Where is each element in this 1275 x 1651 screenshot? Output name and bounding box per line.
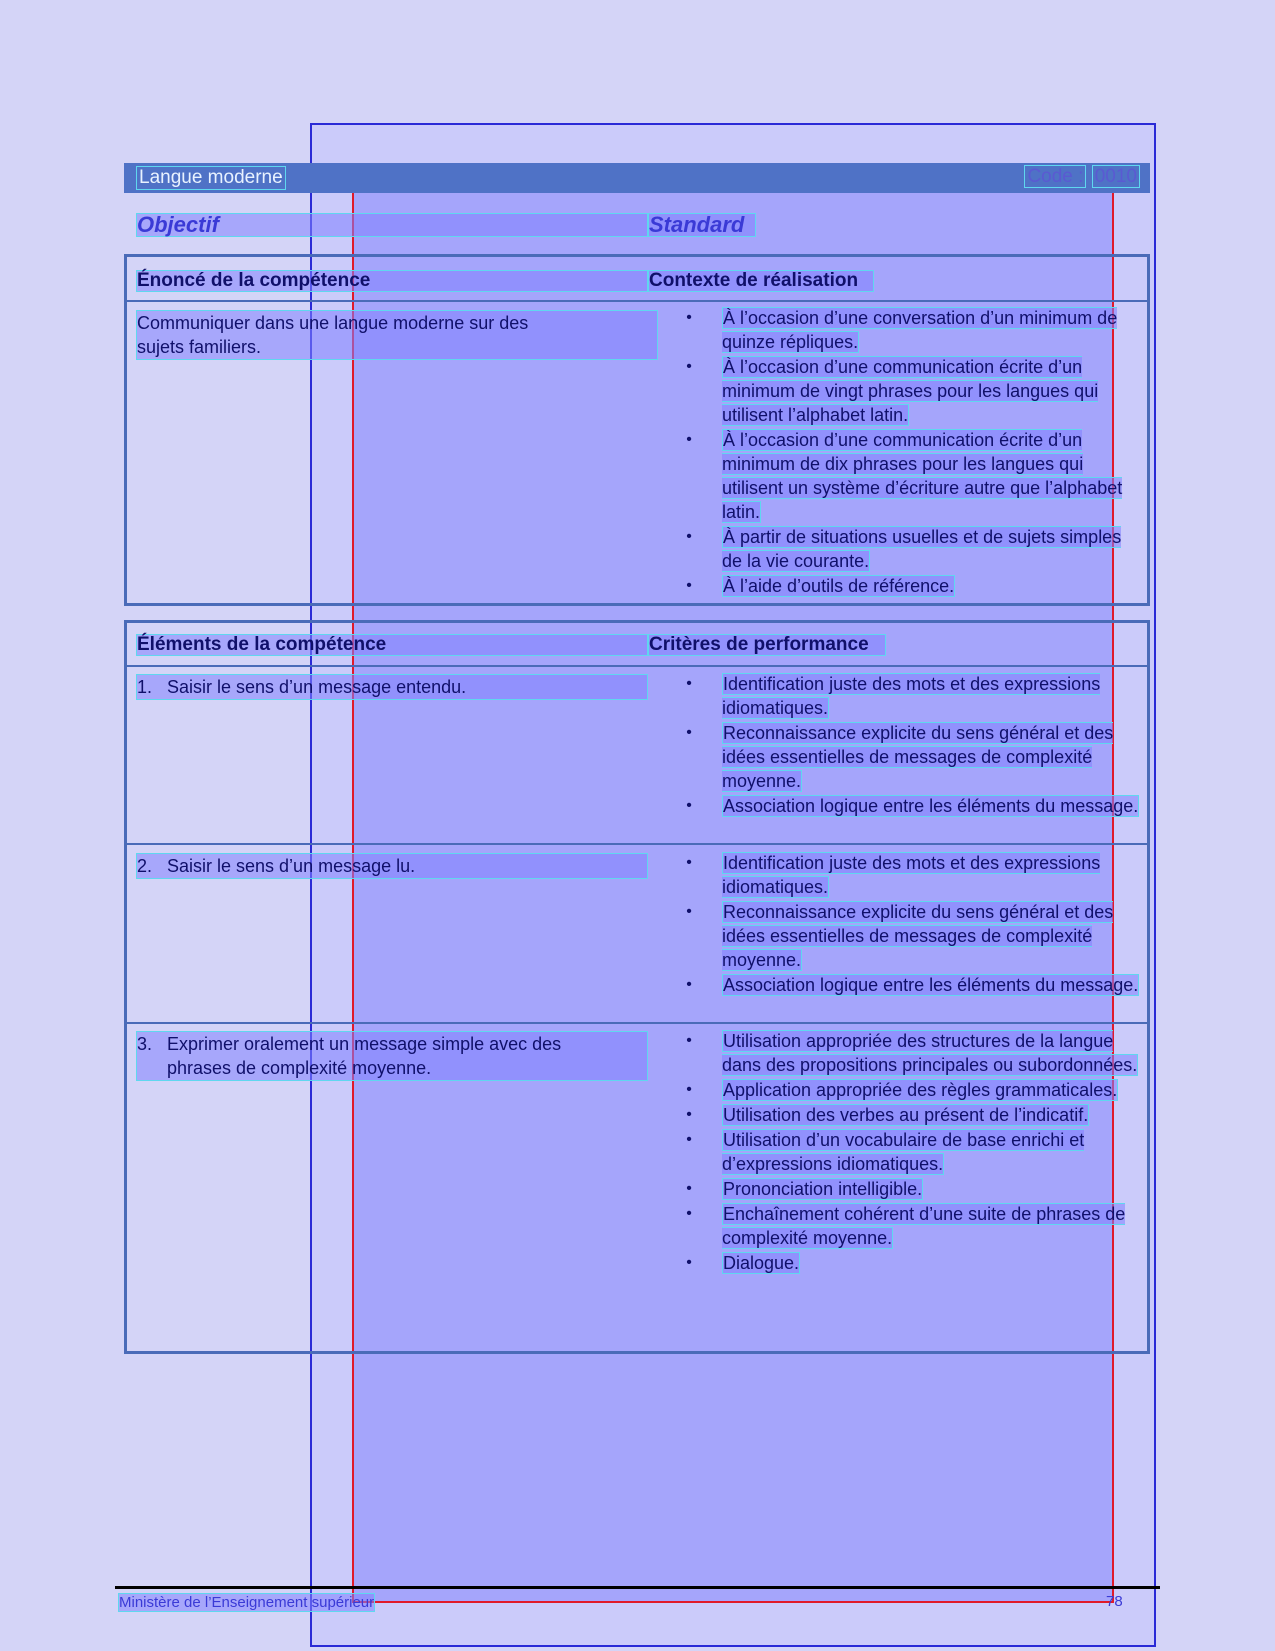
competence-statement: Communiquer dans une langue moderne sur des sujets familiers.: [136, 310, 658, 360]
context-item: • À l’occasion d’une communication écrite d’un minimum de vingt phrases pour les langues qui utilisent l’alphabet latin.: [722, 355, 1142, 427]
criteria-item: • Utilisation des verbes au présent de l’indicatif.: [722, 1103, 1140, 1127]
bullet-icon: •: [686, 797, 692, 814]
footer-ministry: Ministère de l’Enseignement supérieur: [119, 1594, 375, 1611]
elements-header-divider: [127, 665, 1147, 667]
criteria-item: • Identification juste des mots et des expressions idiomatiques.: [722, 672, 1140, 720]
element-item: [136, 853, 648, 879]
context-item: • À l’occasion d’une communication écrite d’un minimum de dix phrases pour les langues qui utilisent un système d’écriture autre que l’alphabet latin.: [722, 428, 1142, 524]
statement-title: Énoncé de la compétence: [136, 270, 648, 292]
code-value: 0010: [1092, 165, 1140, 188]
context-item: • À l’aide d’outils de référence.: [722, 574, 1142, 598]
criteria-item: • Association logique entre les éléments du message.: [722, 794, 1140, 818]
criteria-item: • Application appropriée des règles grammaticales.: [722, 1078, 1140, 1102]
standard-heading: Standard: [648, 213, 756, 237]
element-number: 2.: [137, 856, 153, 876]
criteria-item: • Utilisation d’un vocabulaire de base enrichi et d’expressions idiomatiques.: [722, 1128, 1140, 1176]
element-number: 3.: [137, 1034, 153, 1054]
bullet-icon: •: [686, 675, 692, 692]
context-item: • À partir de situations usuelles et de sujets simples de la vie courante.: [722, 525, 1142, 573]
bullet-icon: •: [686, 1032, 692, 1049]
element-text: Saisir le sens d’un message lu.: [167, 856, 416, 876]
bullet-icon: •: [686, 528, 692, 545]
bullet-icon: •: [686, 903, 692, 920]
criteria-item: • Utilisation appropriée des structures de la langue dans des propositions principales ou subordonnées.: [722, 1029, 1140, 1077]
criteria-list: [686, 851, 1140, 998]
criteria-item: • Prononciation intelligible.: [722, 1177, 1140, 1201]
bullet-icon: •: [686, 309, 692, 326]
bullet-icon: •: [686, 724, 692, 741]
footer-page-number: 78: [1106, 1593, 1123, 1610]
criteria-item: • Dialogue.: [722, 1251, 1140, 1275]
element-row-divider: [127, 1022, 1147, 1024]
bullet-icon: •: [686, 1131, 692, 1148]
bullet-icon: •: [686, 1205, 692, 1222]
criteria-list: [686, 1029, 1140, 1276]
element-item: [136, 1031, 648, 1081]
criteria-item: • Association logique entre les éléments du message.: [722, 973, 1140, 997]
element-item: [136, 674, 648, 700]
element-row-divider: [127, 843, 1147, 845]
footer-rule: [115, 1586, 1160, 1589]
criteria-list: [686, 672, 1140, 819]
element-text: Saisir le sens d’un message entendu.: [167, 677, 467, 697]
header-code: [1024, 166, 1140, 188]
criteria-item: • Identification juste des mots et des expressions idiomatiques.: [722, 851, 1140, 899]
objective-heading: Objectif: [136, 213, 648, 237]
criteria-title: Critères de performance: [648, 634, 886, 656]
context-item: • À l’occasion d’une conversation d’un minimum de quinze répliques.: [722, 306, 1142, 354]
criteria-item: • Enchaînement cohérent d’une suite de phrases de complexité moyenne.: [722, 1202, 1140, 1250]
bullet-icon: •: [686, 1254, 692, 1271]
bullet-icon: •: [686, 854, 692, 871]
document-header-bar: [124, 163, 1150, 193]
bullet-icon: •: [686, 358, 692, 375]
bullet-icon: •: [686, 431, 692, 448]
competence-header-divider: [127, 300, 1147, 302]
criteria-item: • Reconnaissance explicite du sens général et des idées essentielles de messages de complexité moyenne.: [722, 721, 1140, 793]
bullet-icon: •: [686, 976, 692, 993]
context-list: [686, 306, 1142, 599]
bullet-icon: •: [686, 1106, 692, 1123]
element-number: 1.: [137, 677, 153, 697]
code-label: Code :: [1024, 165, 1086, 188]
bullet-icon: •: [686, 1081, 692, 1098]
header-title: Langue moderne: [136, 166, 286, 190]
context-title: Contexte de réalisation: [648, 270, 874, 292]
elements-title: Éléments de la compétence: [136, 634, 648, 656]
bullet-icon: •: [686, 1180, 692, 1197]
bullet-icon: •: [686, 577, 692, 594]
criteria-item: • Reconnaissance explicite du sens général et des idées essentielles de messages de complexité moyenne.: [722, 900, 1140, 972]
element-text: Exprimer oralement un message simple avec des phrases de complexité moyenne.: [167, 1034, 562, 1078]
